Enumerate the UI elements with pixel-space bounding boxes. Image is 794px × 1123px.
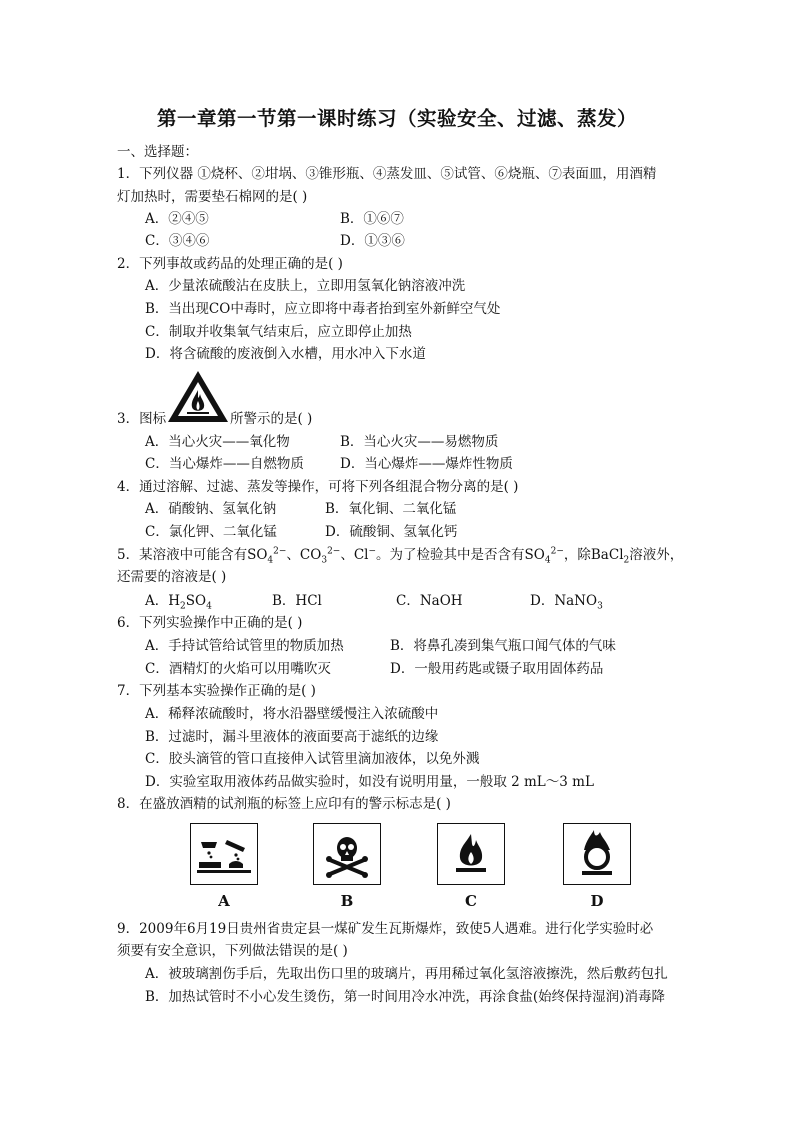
question-4-option-c: C．氯化钾、二氧化锰 [145,524,277,540]
option-label-c: C [465,892,477,910]
question-5-option-c: C．NaOH [396,593,463,609]
section-heading: 一、选择题： [117,144,198,160]
corrosive-icon [190,823,258,885]
question-9-option-b: B．加热试管时不小心发生烫伤，第一时间用冷水冲洗，再涂食盐(始终保持湿润)消毒降 [145,989,665,1005]
question-6-option-d: D．一般用药匙或镊子取用固体药品 [390,661,604,677]
question-6-option-b: B．将鼻孔凑到集气瓶口闻气体的气味 [390,638,616,654]
flammable-flame-icon [437,823,505,885]
question-5-option-b: B．HCl [272,593,322,609]
question-9-stem-cont: 须要有安全意识，下列做法错误的是( ) [117,943,348,959]
question-3-option-b: B．当心火灾——易燃物质 [340,434,499,450]
question-3-stem-pre: 3．图标 [117,411,167,427]
question-4-option-d: D．硫酸铜、氢氧化钙 [325,524,458,540]
question-3-option-a: A．当心火灾——氧化物 [145,434,290,450]
question-7-option-c: C．胶头滴管的管口直接伸入试管里滴加液体，以免外溅 [145,751,480,767]
question-4-option-a: A．硝酸钠、氢氧化钠 [145,501,277,517]
question-2-option-b: B．当出现CO中毒时，应立即将中毒者抬到室外新鲜空气处 [145,301,501,317]
question-1-option-a: A．②④⑤ [145,211,209,227]
option-label-b: B [340,892,354,910]
question-1-option-b: B．①⑥⑦ [340,211,404,227]
question-2-option-a: A．少量浓硫酸沾在皮肤上，立即用氢氧化钠溶液冲洗 [145,278,466,294]
question-9-option-a: A．被玻璃割伤手后，先取出伤口里的玻璃片，再用稀过氧化氢溶液擦洗，然后敷药包扎 [145,966,668,982]
question-1-option-d: D．①③⑥ [340,233,405,249]
option-label-d: D [590,892,604,910]
question-3-option-c: C．当心爆炸——自燃物质 [145,456,304,472]
question-7-stem: 7．下列基本实验操作正确的是( ) [117,683,316,699]
question-8-stem: 8．在盛放酒精的试剂瓶的标签上应印有的警示标志是( ) [117,796,451,812]
question-6-option-c: C．酒精灯的火焰可以用嘴吹灭 [145,661,331,677]
question-4-stem: 4．通过溶解、过滤、蒸发等操作，可将下列各组混合物分离的是( ) [117,479,519,495]
question-7-option-b: B．过滤时，漏斗里液体的液面要高于滤纸的边缘 [145,729,439,745]
toxic-skull-icon [313,823,381,885]
question-1-stem-cont: 灯加热时，需要垫石棉网的是( ) [117,189,308,205]
oxidizer-flame-icon [563,823,631,885]
question-1-stem: 1．下列仪器 ①烧杯、②坩埚、③锥形瓶、④蒸发皿、⑤试管、⑥烧瓶、⑦表面皿，用酒精 [117,166,657,182]
question-6-stem: 6．下列实验操作中正确的是( ) [117,615,303,631]
question-3-option-d: D．当心爆炸——爆炸性物质 [340,456,513,472]
question-5-option-a: A．$H_2SO_4$ [145,593,212,612]
question-6-option-a: A．手持试管给试管里的物质加热 [145,638,344,654]
question-2-option-d: D．将含硫酸的废液倒入水槽，用水冲入下水道 [145,346,426,362]
question-5-stem-cont: 还需要的溶液是( ) [117,569,227,585]
question-5-option-d: D．NaNO$_3$ [530,593,603,612]
question-2-stem: 2．下列事故或药品的处理正确的是( ) [117,256,343,272]
question-3-stem-post: 所警示的是( ) [230,411,313,427]
fire-warning-icon [165,368,231,426]
question-7-option-a: A．稀释浓硫酸时，将水沿器壁缓慢注入浓硫酸中 [145,706,439,722]
question-2-option-c: C．制取并收集氧气结束后，应立即停止加热 [145,324,412,340]
question-1-option-c: C．③④⑥ [145,233,210,249]
question-7-option-d: D．实验室取用液体药品做实验时，如没有说明用量，一般取 2 mL～3 mL [145,774,594,790]
page-title: 第一章第一节第一课时练习（实验安全、过滤、蒸发） [156,107,637,130]
option-label-a: A [218,892,230,910]
question-4-option-b: B．氧化铜、二氧化锰 [325,501,457,517]
question-9-stem: 9．2009年6月19日贵州省贵定县一煤矿发生瓦斯爆炸，致使5人遇难。进行化学实验时必 [117,921,654,937]
question-5-stem: 5．某溶液中可能含有$SO_4^{2-}$、$CO_3^{2-}$、Cl−。为了检验其中是否含有$SO_4^{2-}$，除BaCl$_2$溶液外， [117,546,684,566]
